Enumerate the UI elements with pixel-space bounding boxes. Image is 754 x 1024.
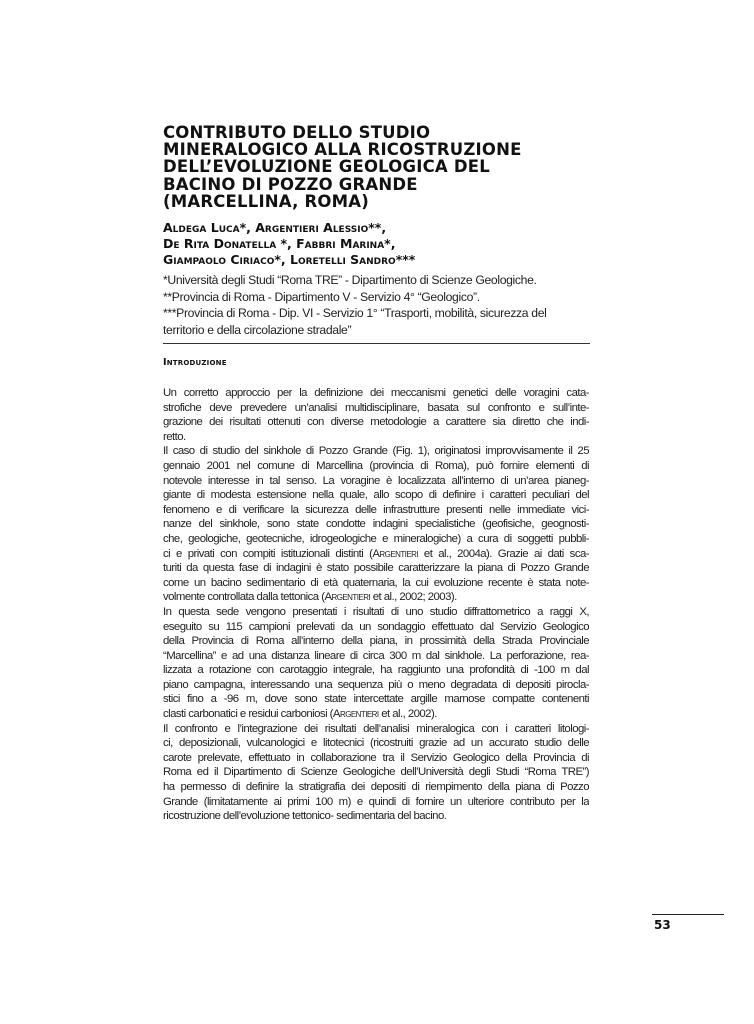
- affiliations: [163, 272, 591, 338]
- body-line: della Provincia di Roma all’interno della piana, in prossimità della Strada Provinciale: [163, 635, 589, 648]
- body-line-with-citation: ci e privati con compiti istituzionali distinti (Argentieri et al., 2004a). Grazie ai dati sca-: [163, 547, 589, 560]
- body-text: [163, 386, 589, 824]
- body-line: che, geologiche, geotecniche, idrogeologiche e mineralogiche) a cura di soggetti pubbli-: [163, 532, 589, 545]
- body-line-with-citation: volmente controllata dalla tettonica (Argentieri et al., 2002; 2003).: [163, 591, 457, 604]
- citation-tail: et al., 2002; 2003).: [370, 591, 457, 604]
- body-line: gennaio 2001 nel comune di Marcellina (provincia di Roma), può fornire elementi di: [163, 459, 589, 472]
- body-line: ha permesso di definire la stratigrafia dei depositi di riempimento della piana di Pozzo: [163, 781, 589, 794]
- affiliation-line: territorio e della circolazione stradale”: [163, 322, 352, 337]
- title-line: (MARCELLINA, ROMA): [163, 191, 369, 211]
- page-number: 53: [654, 918, 671, 932]
- body-line: Il confronto e l’integrazione dei risultati dell’analisi mineralogica con i caratteri litologi-: [163, 722, 589, 735]
- citation-author: Argentieri: [332, 708, 379, 721]
- body-line: strofiche deve prevedere un’analisi multidisciplinare, basata sul confronto e sull’inte-: [163, 401, 589, 414]
- section-heading: Introduzione: [163, 357, 227, 368]
- body-line: eseguito su 115 campioni prelevati da un sondaggio effettuato dal Servizio Geologico: [163, 620, 589, 633]
- body-line: ricostruzione dell’evoluzione tettonico- sedimentaria del bacino.: [163, 810, 447, 823]
- body-line: notevole interesse in tal senso. La voragine è localizzata all’interno di un’area pianeg-: [163, 474, 589, 487]
- affiliation-line: *Università degli Studi “Roma TRE” - Dipartimento di Scienze Geologiche.: [163, 273, 537, 287]
- body-line: “Marcellina” e ad una distanza lineare di circa 300 m dal sinkhole. La perforazione, rea-: [163, 649, 589, 662]
- body-line-with-citation: clasti carbonatici e residui carboniosi (Argentieri et al., 2002).: [163, 708, 437, 721]
- header-divider: [163, 343, 590, 344]
- title-line: CONTRIBUTO DELLO STUDIO: [163, 123, 431, 142]
- author-line: Giampaolo Ciriaco*, Loretelli Sandro***: [163, 252, 416, 268]
- author-list: [163, 220, 603, 269]
- affiliation-line: ***Provincia di Roma - Dip. VI - Servizio 1° “Trasporti, mobilità, sicurezza del: [163, 306, 547, 321]
- title-line: BACINO DI POZZO GRANDE: [163, 174, 418, 194]
- citation-author: Argentieri: [372, 547, 419, 560]
- body-line: nanze del sinkhole, sono state condotte indagini specialistiche (geofisiche, geognosti-: [163, 518, 589, 531]
- footer-divider: [652, 914, 724, 915]
- title-line: DELL’EVOLUZIONE GEOLOGICA DEL: [163, 157, 490, 177]
- body-line: carote prelevate, effettuato in collaborazione tra il Servizio Geologico della Provincia di: [163, 751, 589, 764]
- citation-tail: et al., 2004a). Grazie ai dati sca-: [418, 547, 589, 560]
- citation-tail: et al., 2002).: [378, 708, 437, 721]
- body-line: giante di modesta estensione nella quale, allo scopo di definire i caratteri peculiari del: [163, 489, 589, 502]
- body-line: grazione dei risultati ottenuti con diverse metodologie a carattere sia diretto che indi-: [163, 416, 589, 429]
- body-line: Roma ed il Dipartimento di Scienze Geologiche dell’Università degli Studi “Roma TRE”): [163, 766, 589, 779]
- title-line: MINERALOGICO ALLA RICOSTRUZIONE: [163, 140, 522, 160]
- affiliation-line: **Provincia di Roma - Dipartimento V - Servizio 4° “Geologico”.: [163, 289, 480, 304]
- body-line: piano campagna, interessando una sequenza più o meno degradata di depositi piroclа-: [163, 678, 589, 691]
- body-line: come un bacino sedimentario di età quaternaria, la cui evoluzione recente è stata note-: [163, 576, 589, 589]
- body-line: Il caso di studio del sinkhole di Pozzo Grande (Fig. 1), originatosi improvvisamente il 25: [163, 445, 589, 458]
- body-line: In questa sede vengono presentati i risultati di uno studio diffrattometrico a raggi X,: [163, 605, 589, 618]
- body-line: Grande (limitatamente ai primi 100 m) e quindi di fornire un ulteriore contributo per la: [163, 795, 589, 808]
- body-line: Un corretto approccio per la definizione dei meccanismi genetici delle voragini cata-: [163, 387, 589, 399]
- author-line: Aldega Luca*, Argentieri Alessio**,: [163, 220, 387, 235]
- paper-title: [163, 124, 603, 210]
- body-line: lizzata a rotazione con carotaggio integrale, ha raggiunto una profondità di -100 m dal: [163, 664, 589, 677]
- body-line: ci, deposizionali, vulcanologici e litotecnici (ricostruiti grazie ad un accurato studio delle: [163, 737, 589, 750]
- body-line: fenomeno e di verificare la sicurezza delle infrastrutture presenti nelle immediate vici-: [163, 503, 589, 516]
- body-line: stici fino a -96 m, dove sono state intercettate argille marnose compatte contenenti: [163, 693, 589, 706]
- citation-author: Argentieri: [324, 591, 371, 604]
- body-line: turiti da questa fase di indagini è stato possibile caratterizzare la piana di Pozzo Grande: [163, 562, 589, 575]
- author-line: De Rita Donatella *, Fabbri Marina*,: [163, 236, 396, 252]
- body-line: retto.: [163, 430, 186, 443]
